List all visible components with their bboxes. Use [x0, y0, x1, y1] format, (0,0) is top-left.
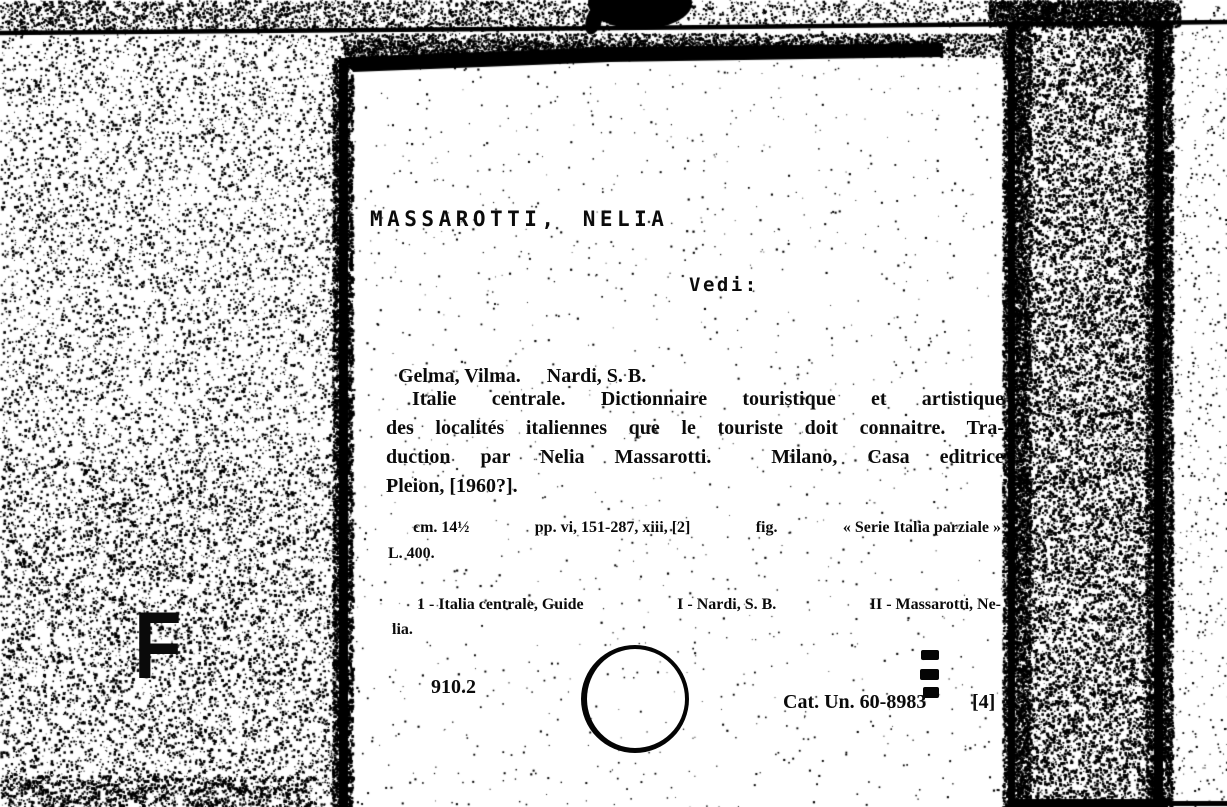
- bibliographic-description: [386, 385, 1004, 501]
- collation-line: [413, 519, 1001, 537]
- description-line: duction par Nelia Massarotti. Milano, Casa editrice: [386, 446, 1004, 468]
- punch-hole: [581, 645, 689, 753]
- description-line: Italie centrale. Dictionnaire touristique et artistique: [412, 388, 1004, 410]
- tracing-subject: 1 - Italia centrale, Guide: [417, 596, 584, 613]
- drawer-letter-stamp: F: [134, 593, 182, 699]
- price: L. 400.: [388, 545, 435, 562]
- catalog-number: Cat. Un. 60-8983: [783, 691, 927, 713]
- card-index-number: [4]: [972, 691, 996, 713]
- ink-smudge: [921, 650, 939, 660]
- tracings-continuation: lia.: [392, 621, 413, 638]
- tracings-line: [417, 596, 1001, 614]
- card-heading: MASSAROTTI, NELIA: [370, 207, 669, 231]
- collation-size: cm. 14½: [413, 519, 470, 536]
- tracing-added-entry: I - Nardi, S. B.: [677, 596, 777, 613]
- tracing-added-entry: II - Massarotti, Ne-: [869, 596, 1001, 613]
- see-reference-label: Vedi:: [689, 274, 759, 296]
- collation-pagination: pp. vi, 151-287, xiii, [2]: [534, 519, 691, 536]
- see-entry-2: Nardi, S. B.: [546, 365, 647, 387]
- classification-number: 910.2: [431, 676, 476, 698]
- description-line: Pleion, [1960?].: [386, 475, 518, 497]
- see-entry-1: Gelma, Vilma.: [398, 365, 521, 387]
- collation-figures: fig.: [755, 519, 778, 536]
- description-line: des localités italiennes que le touriste doit connaitre. Tra-: [386, 417, 1004, 439]
- ink-smudge: [920, 669, 939, 680]
- collation-series: « Serie Italia parziale »: [842, 519, 1001, 536]
